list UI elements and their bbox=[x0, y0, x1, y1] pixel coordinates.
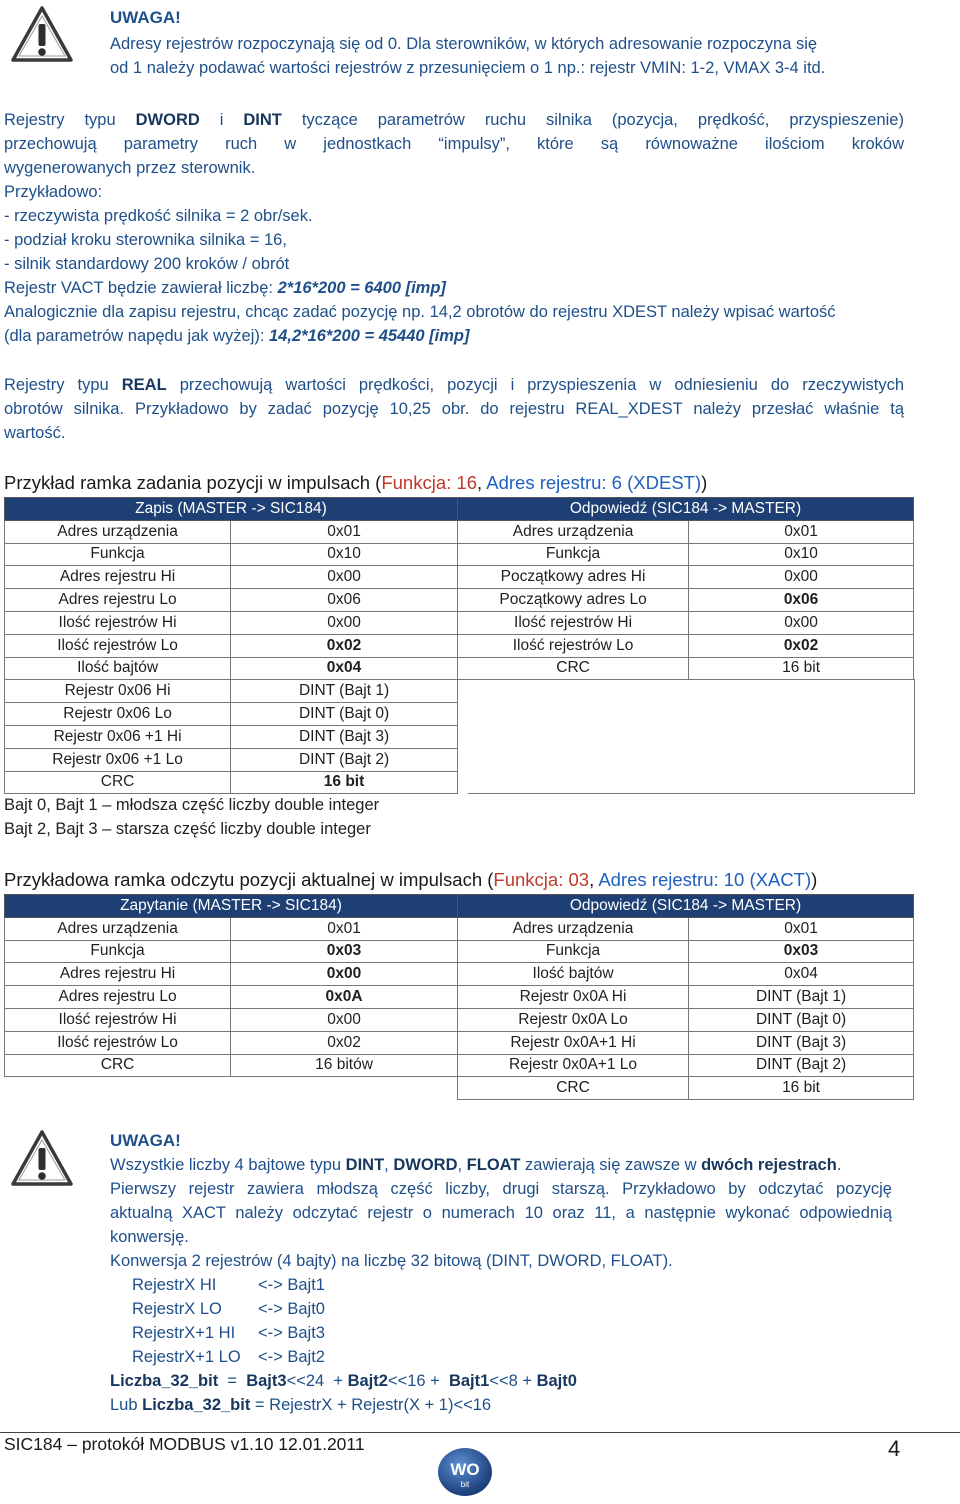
table-cell: 0x02 bbox=[231, 634, 458, 657]
svg-text:WO: WO bbox=[450, 1460, 480, 1479]
table-cell bbox=[231, 1077, 458, 1100]
table-row bbox=[5, 1008, 914, 1031]
warning-line: Adresy rejestrów rozpoczynają się od 0. Dla sterowników, w których adresowanie rozpoczyna się bbox=[110, 35, 818, 53]
table-row bbox=[5, 634, 914, 657]
table-cell: 0x01 bbox=[231, 917, 458, 940]
warning-icon bbox=[10, 1128, 74, 1188]
table-cell bbox=[5, 1077, 231, 1100]
example2-title: Przykładowa ramka odczytu pozycji aktualnej w impulsach (Funkcja: 03, Adres rejestru: 10 (XACT)) bbox=[4, 869, 818, 890]
table-cell: Ilość rejestrów Lo bbox=[5, 1031, 231, 1054]
table-cell: DINT (Bajt 0) bbox=[231, 703, 458, 726]
warning-title: UWAGA! bbox=[110, 1131, 181, 1150]
table-cell: Funkcja bbox=[5, 940, 231, 963]
warning-text: Wszystkie liczby 4 bajtowe typu DINT, DWORD, FLOAT zawierają się zawsze w dwóch rejestrach. Pierwszy rejestr zawiera młodszą część liczby, drugi starszą. Przykładowo by odczytać pozycję aktualną XACT należy odczytać rejestr o numerach 10 oraz 11, a następnie wykonać odpowiednią konwersję. Konwersja 2 rejestrów (4 bajty) na liczbę 32 bitową (DINT, DWORD, FLOAT). RejestrX HI <-> Bajt1 RejestrX LO <-> Bajt0 RejestrX+1 HI <-> Bajt3 RejestrX+1 LO <-> Bajt2 Liczba_32_bit = Bajt3<<24 + Bajt2<<16 + Bajt1<<8 + Bajt0 Lub Liczba_32_bit = RejestrX + Rejestr(X + 1)<<16 bbox=[110, 1156, 892, 1414]
table-cell: Rejestr 0x06 Hi bbox=[5, 680, 231, 703]
table-cell: 0x02 bbox=[231, 1031, 458, 1054]
table-cell: 0x00 bbox=[231, 566, 458, 589]
table-cell: DINT (Bajt 3) bbox=[231, 725, 458, 748]
table-cell: 16 bitów bbox=[231, 1054, 458, 1077]
table-cell: DINT (Bajt 0) bbox=[689, 1008, 914, 1031]
table-cell: CRC bbox=[457, 1077, 688, 1100]
table-cell: Rejestr 0x06 +1 Hi bbox=[5, 725, 231, 748]
note-high-bytes: Bajt 2, Bajt 3 – starsza część liczby double integer bbox=[4, 820, 371, 838]
table-cell: Ilość rejestrów Lo bbox=[5, 634, 231, 657]
table-cell: Funkcja bbox=[5, 543, 231, 566]
table-cell: Ilość bajtów bbox=[457, 963, 688, 986]
table-cell: 16 bit bbox=[689, 657, 914, 680]
warning-title: UWAGA! bbox=[110, 8, 181, 27]
note-low-bytes: Bajt 0, Bajt 1 – młodsza część liczby double integer bbox=[4, 796, 380, 814]
table-cell: DINT (Bajt 1) bbox=[231, 680, 458, 703]
page-number: 4 bbox=[888, 1436, 901, 1461]
warning-icon bbox=[10, 4, 74, 64]
table-cell: 0x03 bbox=[231, 940, 458, 963]
read-frame-table bbox=[4, 894, 914, 1100]
warning-line: od 1 należy podawać wartości rejestrów z przesunięciem o 1 np.: rejestr VMIN: 1-2, VMAX 3-4 itd. bbox=[110, 59, 826, 77]
table-cell: 0x04 bbox=[689, 963, 914, 986]
table-header: Zapis (MASTER -> SIC184) bbox=[5, 498, 458, 521]
table-cell: 0x00 bbox=[689, 611, 914, 634]
table-cell: CRC bbox=[457, 657, 688, 680]
footer-divider bbox=[0, 1432, 960, 1433]
table-row bbox=[5, 1077, 914, 1100]
table-cell: Adres rejestru Hi bbox=[5, 963, 231, 986]
table-cell: 0x00 bbox=[689, 566, 914, 589]
table-cell: Ilość rejestrów Lo bbox=[457, 634, 688, 657]
table-cell: 0x06 bbox=[689, 589, 914, 612]
table-cell: 0x10 bbox=[689, 543, 914, 566]
table-cell: 16 bit bbox=[231, 771, 458, 794]
table-cell: Funkcja bbox=[457, 940, 688, 963]
table-row bbox=[5, 1031, 914, 1054]
table-cell: Ilość rejestrów Hi bbox=[457, 611, 688, 634]
table-cell: CRC bbox=[5, 1054, 231, 1077]
table-cell: Rejestr 0x06 +1 Lo bbox=[5, 748, 231, 771]
table-cell: Funkcja bbox=[457, 543, 688, 566]
table-row bbox=[5, 963, 914, 986]
table-cell: CRC bbox=[5, 771, 231, 794]
dword-paragraph: Rejestry typu DWORD i DINT tyczące parametrów ruchu silnika (pozycja, prędkość, przyspieszenie) przechowują parametry ruch w jednostkach “impulsy”, które są równoważne ilościom kroków wygenerowanych przez sterownik. Przykładowo: - rzeczywista prędkość silnika = 2 obr/sek. - podział kroku sterownika silnika = 16, - silnik standardowy 200 kroków / obrót Rejestr VACT będzie zawierał liczbę: 2*16*200 = 6400 [imp] Analogicznie dla zapisu rejestru, chcąc zadać pozycję np. 14,2 obrotów do rejestru XDEST należy wpisać wartość (dla parametrów napędu jak wyżej): 14,2*16*200 = 45440 [imp] bbox=[4, 111, 904, 345]
table-cell: Rejestr 0x0A+1 Lo bbox=[457, 1054, 688, 1077]
table-cell: 0x01 bbox=[231, 520, 458, 543]
table-header: Odpowiedź (SIC184 -> MASTER) bbox=[457, 498, 913, 521]
table-cell: 0x03 bbox=[689, 940, 914, 963]
table-header: Odpowiedź (SIC184 -> MASTER) bbox=[457, 895, 913, 918]
table-cell: Adres urządzenia bbox=[5, 520, 231, 543]
table-cell: DINT (Bajt 2) bbox=[231, 748, 458, 771]
table-cell: 0x00 bbox=[231, 611, 458, 634]
table-cell: Ilość rejestrów Hi bbox=[5, 1008, 231, 1031]
table-cell: 0x00 bbox=[231, 963, 458, 986]
table-cell: Rejestr 0x0A Hi bbox=[457, 986, 688, 1009]
table-row bbox=[5, 657, 914, 680]
table-cell: Ilość rejestrów Hi bbox=[5, 611, 231, 634]
table-cell: Adres urządzenia bbox=[457, 917, 688, 940]
table-cell: 0x02 bbox=[689, 634, 914, 657]
table-header: Zapytanie (MASTER -> SIC184) bbox=[5, 895, 458, 918]
table-cell: 0x01 bbox=[689, 520, 914, 543]
table-cell: Rejestr 0x0A Lo bbox=[457, 1008, 688, 1031]
table-cell: Adres urządzenia bbox=[457, 520, 688, 543]
table-cell: DINT (Bajt 3) bbox=[689, 1031, 914, 1054]
table-cell: 0x04 bbox=[231, 657, 458, 680]
footer-doc-title: SIC184 – protokół MODBUS v1.10 12.01.2011 bbox=[4, 1434, 365, 1454]
table-cell: 0x01 bbox=[689, 917, 914, 940]
table-cell: DINT (Bajt 2) bbox=[689, 1054, 914, 1077]
table-row bbox=[5, 1054, 914, 1077]
table-cell: 0x00 bbox=[231, 1008, 458, 1031]
table-row bbox=[5, 543, 914, 566]
table-cell: Adres urządzenia bbox=[5, 917, 231, 940]
table-cell: Początkowy adres Lo bbox=[457, 589, 688, 612]
table-cell: 0x0A bbox=[231, 986, 458, 1009]
table-cell: Rejestr 0x0A+1 Hi bbox=[457, 1031, 688, 1054]
table-cell: Początkowy adres Hi bbox=[457, 566, 688, 589]
example1-title: Przykład ramka zadania pozycji w impulsach (Funkcja: 16, Adres rejestru: 6 (XDEST)) bbox=[4, 472, 708, 493]
table-cell: DINT (Bajt 1) bbox=[689, 986, 914, 1009]
table-row bbox=[5, 986, 914, 1009]
table-cell: 0x10 bbox=[231, 543, 458, 566]
table-row bbox=[5, 940, 914, 963]
table-cell: Rejestr 0x06 Lo bbox=[5, 703, 231, 726]
svg-text:bit: bit bbox=[460, 1480, 470, 1489]
table-row bbox=[5, 566, 914, 589]
table-cell: Adres rejestru Hi bbox=[5, 566, 231, 589]
table-cell: 0x06 bbox=[231, 589, 458, 612]
table-row bbox=[5, 917, 914, 940]
table-row bbox=[5, 520, 914, 543]
table-cell: Adres rejestru Lo bbox=[5, 986, 231, 1009]
table-empty-block bbox=[468, 679, 915, 794]
table-row bbox=[5, 611, 914, 634]
table-row bbox=[5, 589, 914, 612]
wobit-logo bbox=[434, 1442, 496, 1498]
table-cell: Adres rejestru Lo bbox=[5, 589, 231, 612]
warning-text bbox=[110, 32, 900, 80]
table-cell: Ilość bajtów bbox=[5, 657, 231, 680]
table-cell: 16 bit bbox=[689, 1077, 914, 1100]
real-paragraph: Rejestry typu REAL przechowują wartości prędkości, pozycji i przyspieszenia w odniesieniu do rzeczywistych obrotów silnika. Przykładowo by zadać pozycję 10,25 obr. do rejestru REAL_XDEST należy przesłać właśnie tą wartość. bbox=[4, 376, 904, 442]
